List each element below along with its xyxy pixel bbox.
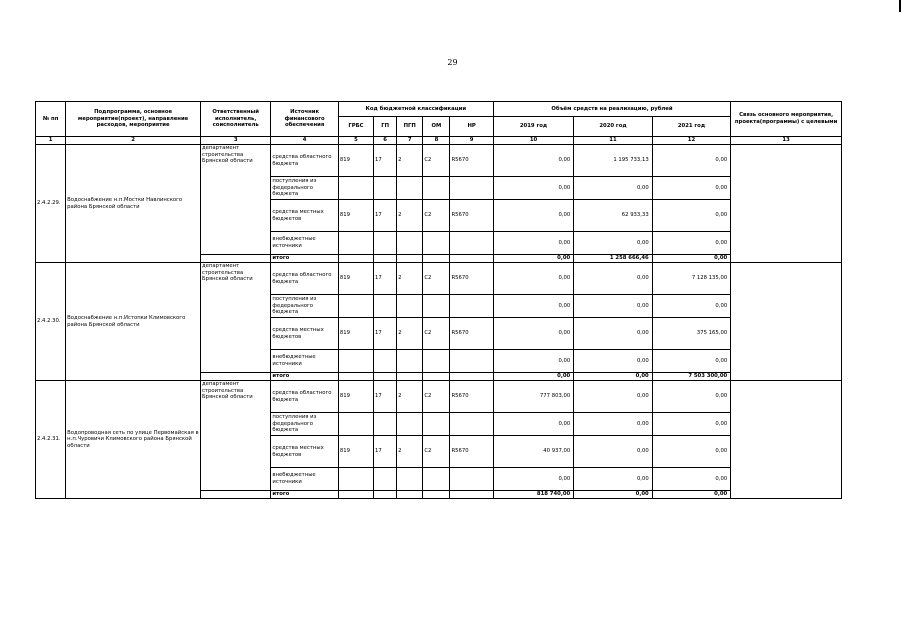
header-num: № пп	[36, 102, 66, 137]
amount-2020: 0,00	[574, 373, 652, 381]
code-gp: 17	[374, 200, 397, 232]
code-gp	[374, 255, 397, 263]
col-number: 8	[423, 137, 450, 145]
code-grbs	[338, 295, 373, 318]
col-number: 4	[271, 137, 338, 145]
code-pgp: 2	[397, 381, 423, 413]
code-gp	[374, 295, 397, 318]
amount-2021: 375 165,00	[652, 318, 730, 350]
code-nr: R5670	[450, 200, 493, 232]
funding-source: средства местных бюджетов	[271, 200, 338, 232]
amount-2019: 40 937,00	[493, 436, 573, 468]
amount-2020: 0,00	[574, 381, 652, 413]
col-number: 6	[374, 137, 397, 145]
code-nr	[450, 468, 493, 491]
funding-source: средства областного бюджета	[271, 145, 338, 177]
col-number: 13	[731, 137, 842, 145]
code-grbs	[338, 232, 373, 255]
amount-2021: 0,00	[652, 491, 730, 499]
code-om	[423, 295, 450, 318]
executor-empty-cell	[201, 255, 271, 263]
header-source: Источник финансового обеспечения	[271, 102, 338, 137]
amount-2020: 0,00	[574, 468, 652, 491]
code-nr	[450, 177, 493, 200]
code-grbs	[338, 413, 373, 436]
header-2020: 2020 год	[574, 117, 652, 137]
col-number: 7	[397, 137, 423, 145]
amount-2020: 1 258 666,46	[574, 255, 652, 263]
code-om	[423, 413, 450, 436]
section-executor: департамент строительства Брянской области	[201, 145, 271, 255]
code-nr: R5670	[450, 263, 493, 295]
col-number: 5	[338, 137, 373, 145]
code-pgp: 2	[397, 436, 423, 468]
code-grbs	[338, 255, 373, 263]
code-pgp: 2	[397, 263, 423, 295]
code-om: С2	[423, 436, 450, 468]
code-grbs	[338, 468, 373, 491]
code-grbs	[338, 491, 373, 499]
amount-2019: 0,00	[493, 350, 573, 373]
amount-2019: 0,00	[493, 200, 573, 232]
amount-2021: 0,00	[652, 381, 730, 413]
header-executor: Ответственный исполнитель, соисполнитель	[201, 102, 271, 137]
code-om	[423, 255, 450, 263]
code-grbs: 819	[338, 263, 373, 295]
code-om: С2	[423, 200, 450, 232]
funding-source: средства местных бюджетов	[271, 318, 338, 350]
budget-table	[35, 101, 842, 499]
code-nr: R5670	[450, 436, 493, 468]
code-nr	[450, 232, 493, 255]
code-nr: R5670	[450, 381, 493, 413]
section-name: Водоснабжение н.п.Мостки Навлинского района Брянской области	[66, 145, 201, 263]
amount-2020: 0,00	[574, 263, 652, 295]
code-pgp	[397, 491, 423, 499]
link-cell	[731, 381, 842, 499]
code-grbs	[338, 373, 373, 381]
funding-source: средства областного бюджета	[271, 263, 338, 295]
col-number: 2	[66, 137, 201, 145]
code-grbs	[338, 350, 373, 373]
amount-2021: 0,00	[652, 200, 730, 232]
code-om	[423, 177, 450, 200]
code-om	[423, 232, 450, 255]
section-name: Водопроводная сеть по улице Первомайская в н.п.Чуровичи Климовского района Брянской области	[66, 381, 201, 499]
amount-2021: 0,00	[652, 350, 730, 373]
code-gp	[374, 413, 397, 436]
amount-2021: 7 128 135,00	[652, 263, 730, 295]
amount-2020: 62 933,33	[574, 200, 652, 232]
code-grbs	[338, 177, 373, 200]
header-grbs: ГРБС	[338, 117, 373, 137]
table-body	[36, 145, 842, 499]
amount-2019: 777 803,00	[493, 381, 573, 413]
code-grbs: 819	[338, 318, 373, 350]
header-link: Связь основного мероприятия, проекта(программы) с целевыми	[731, 102, 842, 137]
code-gp	[374, 468, 397, 491]
header-gp: ГП	[374, 117, 397, 137]
code-gp	[374, 491, 397, 499]
table-row	[36, 145, 842, 177]
section-number: 2.4.2.31.	[36, 381, 66, 499]
section-executor: департамент строительства Брянской области	[201, 381, 271, 491]
amount-2019: 0,00	[493, 255, 573, 263]
col-number: 3	[201, 137, 271, 145]
page-number: 29	[447, 58, 458, 67]
amount-2020: 0,00	[574, 413, 652, 436]
column-numbers-row	[36, 137, 842, 145]
amount-2019: 0,00	[493, 468, 573, 491]
header-nr: НР	[450, 117, 493, 137]
amount-2020: 0,00	[574, 491, 652, 499]
table-header	[36, 102, 842, 145]
code-om: С2	[423, 263, 450, 295]
amount-2020: 0,00	[574, 177, 652, 200]
code-om	[423, 491, 450, 499]
code-pgp	[397, 232, 423, 255]
table-row	[36, 263, 842, 295]
header-2021: 2021 год	[652, 117, 730, 137]
code-gp: 17	[374, 145, 397, 177]
code-pgp: 2	[397, 318, 423, 350]
amount-2019: 0,00	[493, 318, 573, 350]
amount-2021: 7 503 300,00	[652, 373, 730, 381]
code-nr: R5670	[450, 145, 493, 177]
code-gp: 17	[374, 436, 397, 468]
code-gp: 17	[374, 263, 397, 295]
table-row	[36, 381, 842, 413]
amount-2020: 0,00	[574, 350, 652, 373]
amount-2020: 1 195 733,13	[574, 145, 652, 177]
code-pgp	[397, 468, 423, 491]
col-number: 12	[652, 137, 730, 145]
funding-source: итого	[271, 491, 338, 499]
code-om	[423, 373, 450, 381]
code-pgp	[397, 413, 423, 436]
amount-2021: 0,00	[652, 295, 730, 318]
section-name: Водоснабжение н.п.Истопки Климовского района Брянской области	[66, 263, 201, 381]
funding-source: поступления из федерального бюджета	[271, 295, 338, 318]
amount-2019: 0,00	[493, 177, 573, 200]
code-nr	[450, 491, 493, 499]
executor-empty-cell	[201, 373, 271, 381]
amount-2019: 0,00	[493, 413, 573, 436]
amount-2020: 0,00	[574, 318, 652, 350]
code-om: С2	[423, 381, 450, 413]
code-nr: R5670	[450, 318, 493, 350]
code-gp	[374, 177, 397, 200]
code-grbs: 819	[338, 145, 373, 177]
amount-2019: 0,00	[493, 295, 573, 318]
amount-2019: 0,00	[493, 145, 573, 177]
amount-2021: 0,00	[652, 255, 730, 263]
corner-mark	[899, 0, 901, 12]
code-nr	[450, 413, 493, 436]
header-program: Подпрограмма, основное мероприятие(проект), направление расходов, мероприятие	[66, 102, 201, 137]
amount-2019: 818 740,00	[493, 491, 573, 499]
amount-2020: 0,00	[574, 232, 652, 255]
header-code-group: Код бюджетной классификации	[338, 102, 493, 117]
funding-source: поступления из федерального бюджета	[271, 177, 338, 200]
code-nr	[450, 373, 493, 381]
amount-2019: 0,00	[493, 373, 573, 381]
col-number: 11	[574, 137, 652, 145]
code-gp	[374, 373, 397, 381]
funding-source: поступления из федерального бюджета	[271, 413, 338, 436]
code-om: С2	[423, 318, 450, 350]
amount-2021: 0,00	[652, 468, 730, 491]
code-pgp	[397, 373, 423, 381]
code-om: С2	[423, 145, 450, 177]
code-om	[423, 468, 450, 491]
code-grbs: 819	[338, 381, 373, 413]
code-nr	[450, 350, 493, 373]
funding-source: внебюджетные источники	[271, 468, 338, 491]
code-pgp	[397, 255, 423, 263]
code-om	[423, 350, 450, 373]
code-nr	[450, 295, 493, 318]
funding-source: средства местных бюджетов	[271, 436, 338, 468]
section-executor: департамент строительства Брянской области	[201, 263, 271, 373]
amount-2021: 0,00	[652, 232, 730, 255]
amount-2021: 0,00	[652, 436, 730, 468]
link-cell	[731, 263, 842, 381]
section-number: 2.4.2.30.	[36, 263, 66, 381]
col-number: 10	[493, 137, 573, 145]
funding-source: итого	[271, 255, 338, 263]
code-grbs: 819	[338, 200, 373, 232]
col-number: 9	[450, 137, 493, 145]
amount-2021: 0,00	[652, 413, 730, 436]
header-om: ОМ	[423, 117, 450, 137]
amount-2020: 0,00	[574, 295, 652, 318]
code-gp: 17	[374, 381, 397, 413]
link-cell	[731, 145, 842, 263]
code-gp: 17	[374, 318, 397, 350]
funding-source: внебюджетные источники	[271, 232, 338, 255]
funding-source: итого	[271, 373, 338, 381]
code-grbs: 819	[338, 436, 373, 468]
code-gp	[374, 232, 397, 255]
header-volume-group: Объём средств на реализацию, рублей	[493, 102, 730, 117]
section-number: 2.4.2.29.	[36, 145, 66, 263]
executor-empty-cell	[201, 491, 271, 499]
funding-source: средства областного бюджета	[271, 381, 338, 413]
amount-2019: 0,00	[493, 232, 573, 255]
code-pgp: 2	[397, 145, 423, 177]
code-pgp	[397, 177, 423, 200]
amount-2021: 0,00	[652, 145, 730, 177]
amount-2019: 0,00	[493, 263, 573, 295]
amount-2020: 0,00	[574, 436, 652, 468]
header-pgp: ПГП	[397, 117, 423, 137]
amount-2021: 0,00	[652, 177, 730, 200]
code-pgp: 2	[397, 200, 423, 232]
code-gp	[374, 350, 397, 373]
code-pgp	[397, 295, 423, 318]
col-number: 1	[36, 137, 66, 145]
funding-source: внебюджетные источники	[271, 350, 338, 373]
header-2019: 2019 год	[493, 117, 573, 137]
code-nr	[450, 255, 493, 263]
code-pgp	[397, 350, 423, 373]
